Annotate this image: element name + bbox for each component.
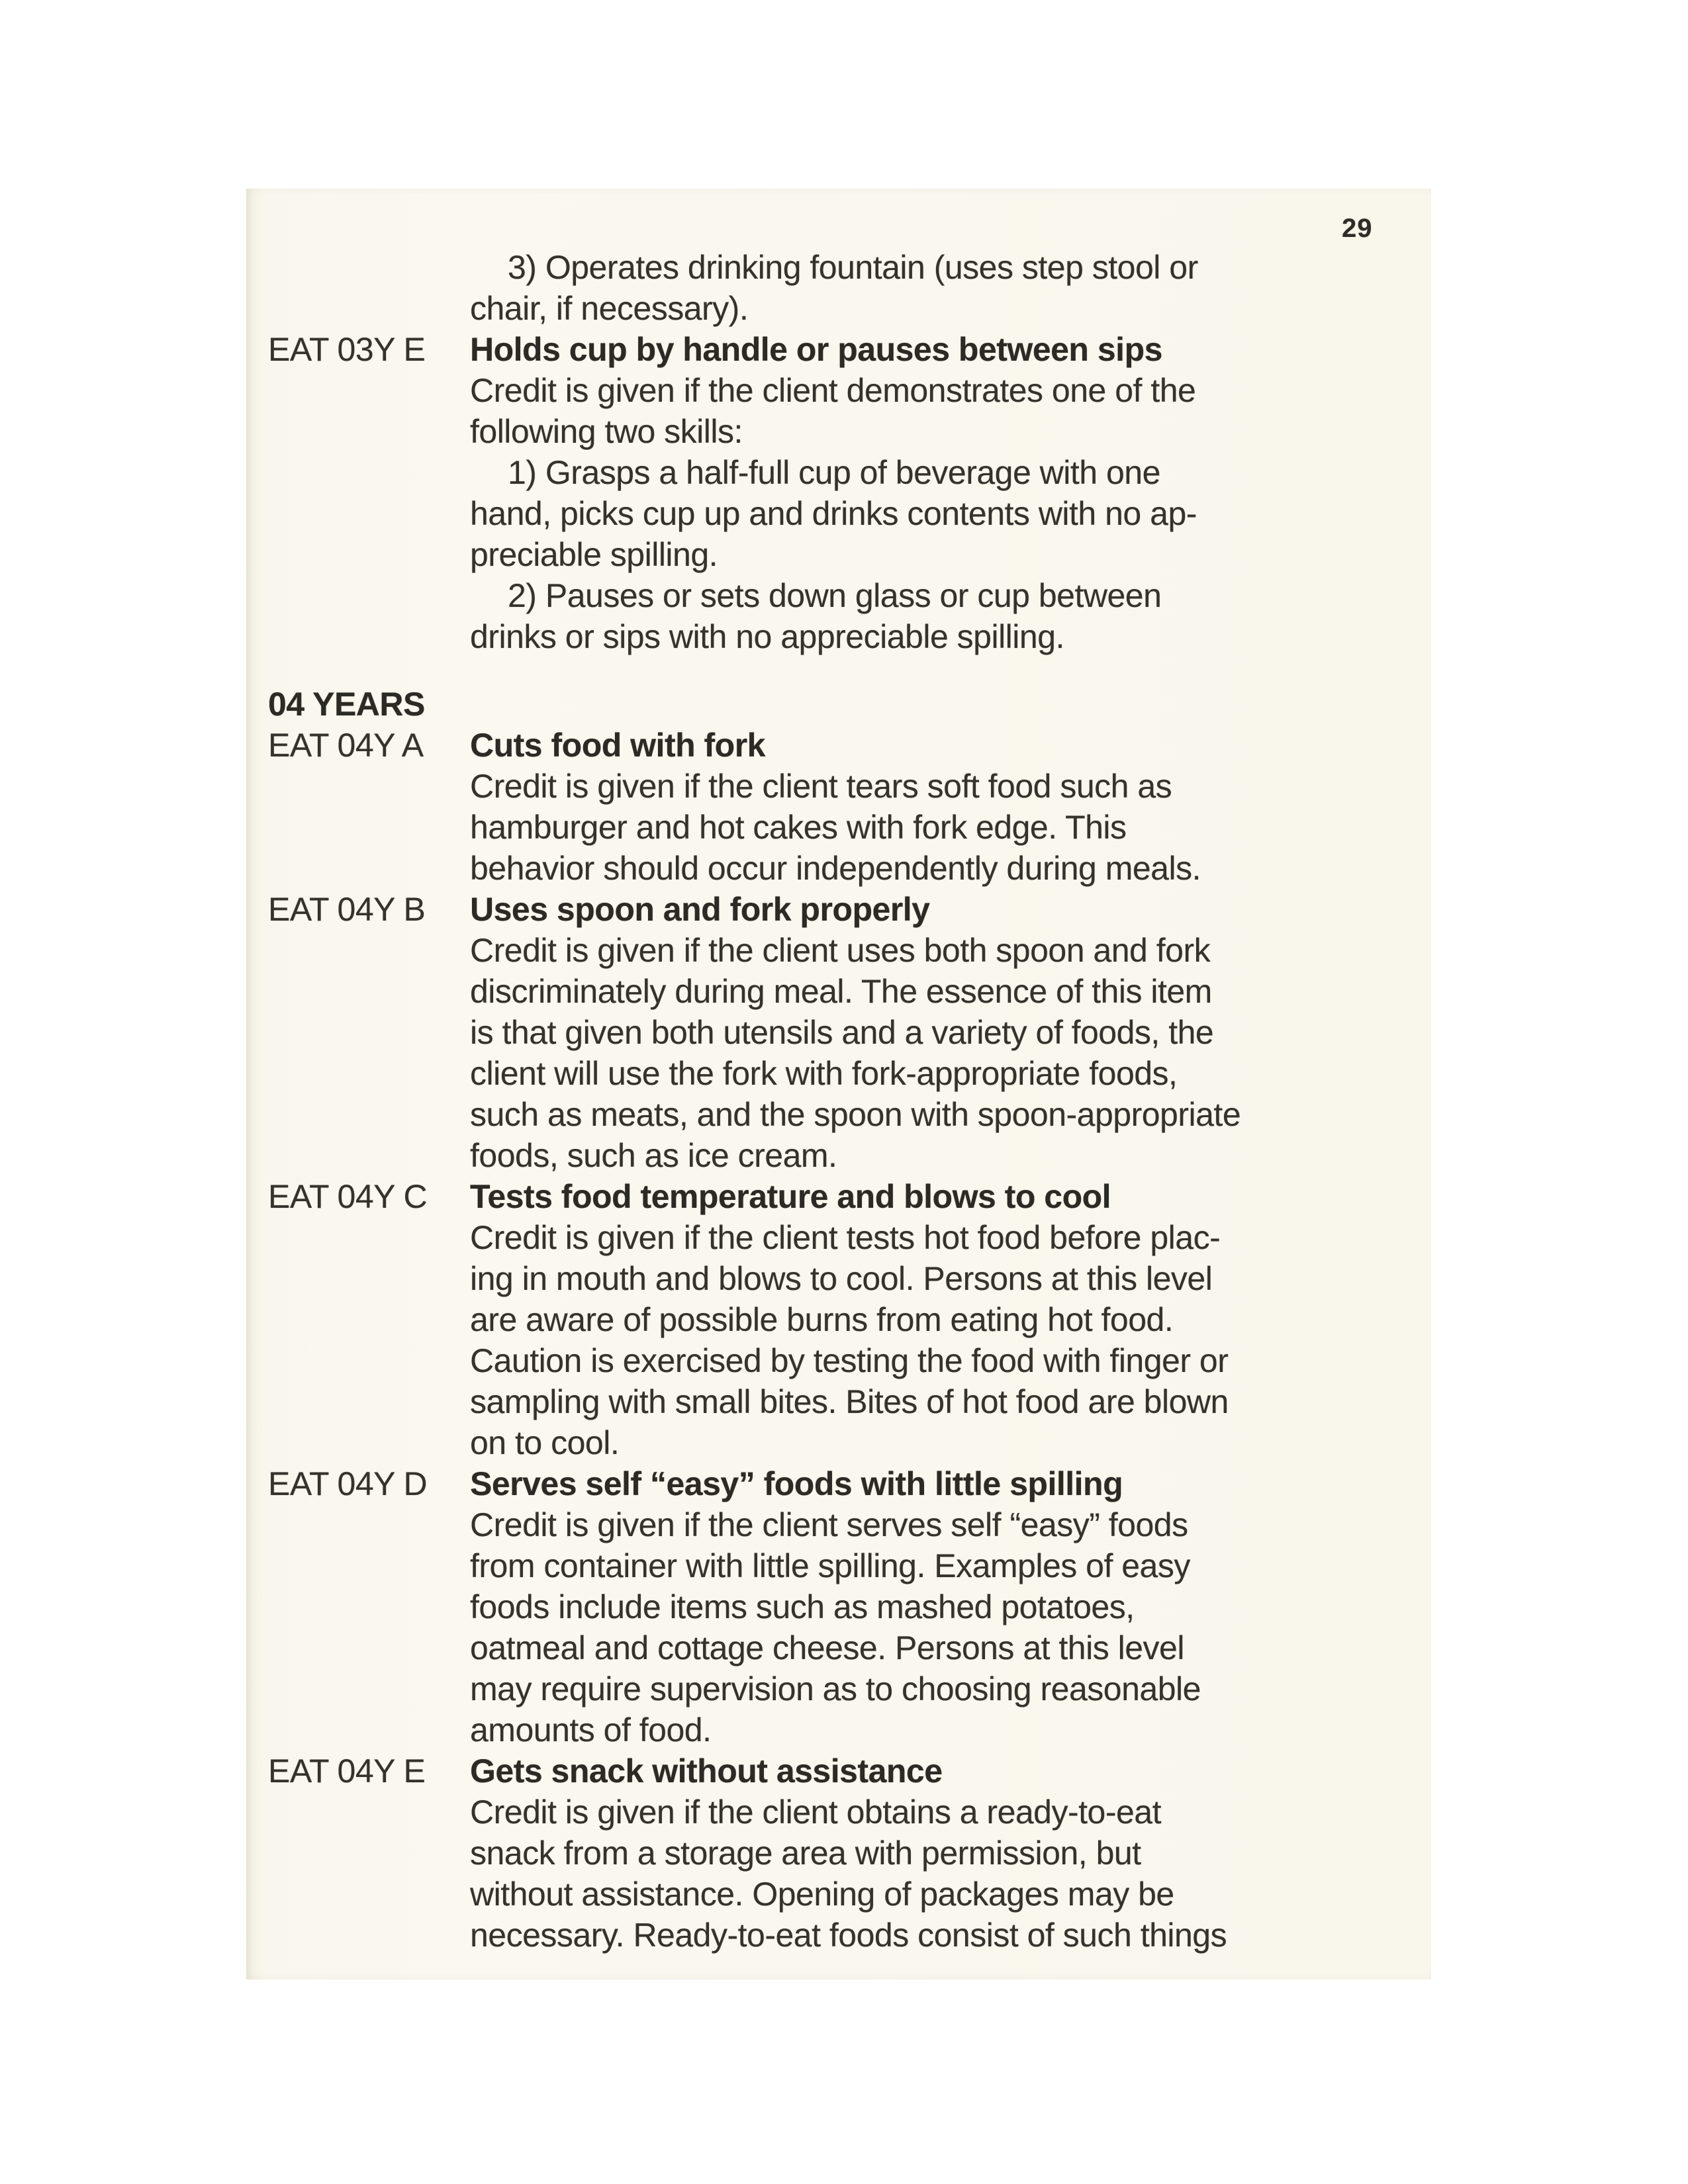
line-text: 2) Pauses or sets down glass or cup between	[508, 577, 1162, 614]
line-text: Credit is given if the client tests hot food before plac-	[470, 1219, 1221, 1256]
text-line	[246, 1422, 1431, 1463]
text-line	[246, 1586, 1431, 1627]
text-line	[246, 1299, 1431, 1340]
line-text: such as meats, and the spoon with spoon-appropriate	[470, 1096, 1241, 1133]
line-text: Credit is given if the client obtains a ready-to-eat	[470, 1794, 1161, 1831]
item-row	[246, 1751, 1431, 1792]
line-text: without assistance. Opening of packages may be	[470, 1876, 1174, 1913]
line-text: Credit is given if the client demonstrates one of the	[470, 372, 1196, 409]
text-line	[246, 370, 1431, 411]
text-line	[246, 1504, 1431, 1545]
text-line	[246, 452, 1431, 493]
text-line	[246, 1627, 1431, 1668]
item-code: EAT 04Y D	[268, 1465, 428, 1502]
item-title: Cuts food with fork	[470, 727, 765, 764]
item-title: Uses spoon and fork properly	[470, 891, 930, 928]
line-text: client will use the fork with fork-appropriate foods,	[470, 1055, 1178, 1092]
line-text: hand, picks cup up and drinks contents with no ap-	[470, 495, 1197, 532]
text-line	[246, 493, 1431, 534]
item-code: EAT 04Y C	[268, 1178, 428, 1215]
text-line	[246, 411, 1431, 452]
text-line	[246, 1874, 1431, 1915]
line-text: preciable spilling.	[470, 536, 718, 573]
text-line	[246, 1792, 1431, 1833]
text-line	[246, 1053, 1431, 1094]
item-title: Gets snack without assistance	[470, 1752, 943, 1790]
line-text: Caution is exercised by testing the food with finger or	[470, 1342, 1229, 1379]
line-text: 3) Operates drinking fountain (uses step stool or	[508, 249, 1198, 286]
text-line	[246, 1545, 1431, 1586]
text-line	[246, 848, 1431, 889]
line-text: necessary. Ready-to-eat foods consist of such things	[470, 1917, 1227, 1954]
line-text: is that given both utensils and a variety of foods, the	[470, 1014, 1214, 1051]
item-code: EAT 04Y E	[268, 1752, 426, 1790]
item-title: Tests food temperature and blows to cool	[470, 1178, 1111, 1215]
document-page	[246, 189, 1431, 1979]
line-text: snack from a storage area with permission, but	[470, 1835, 1141, 1872]
line-text: drinks or sips with no appreciable spilling.	[470, 618, 1064, 655]
text-line	[246, 1340, 1431, 1381]
line-text: Credit is given if the client serves self “easy” foods	[470, 1506, 1188, 1543]
text-line	[246, 1381, 1431, 1422]
text-line	[246, 766, 1431, 807]
text-line	[246, 1709, 1431, 1751]
text-line	[246, 1668, 1431, 1709]
text-line	[246, 1915, 1431, 1956]
line-text: from container with little spilling. Examples of easy	[470, 1547, 1190, 1584]
line-text: behavior should occur independently during meals.	[470, 850, 1201, 887]
text-line	[246, 1135, 1431, 1176]
text-line	[246, 971, 1431, 1012]
text-line	[246, 1012, 1431, 1053]
item-title: Holds cup by handle or pauses between sips	[470, 331, 1162, 368]
item-row	[246, 725, 1431, 766]
text-line	[246, 247, 1431, 288]
line-text: foods, such as ice cream.	[470, 1137, 837, 1174]
text-line	[246, 1217, 1431, 1258]
section-header	[246, 684, 1431, 725]
text-line	[246, 1833, 1431, 1874]
page-number: 29	[1342, 214, 1373, 243]
text-line	[246, 807, 1431, 848]
line-text: Credit is given if the client tears soft food such as	[470, 768, 1172, 805]
item-code: EAT 03Y E	[268, 331, 426, 368]
line-text: hamburger and hot cakes with fork edge. This	[470, 809, 1127, 846]
line-text: following two skills:	[470, 413, 743, 450]
text-line	[246, 1094, 1431, 1135]
line-text: on to cool.	[470, 1424, 620, 1461]
item-row	[246, 1463, 1431, 1504]
text-line	[246, 616, 1431, 657]
line-text: may require supervision as to choosing reasonable	[470, 1670, 1201, 1707]
line-text: chair, if necessary).	[470, 290, 749, 327]
text-line	[246, 930, 1431, 971]
item-code: EAT 04Y B	[268, 891, 426, 928]
line-text: ing in mouth and blows to cool. Persons at this level	[470, 1260, 1213, 1297]
text-block	[246, 247, 1431, 1956]
line-text: 04 YEARS	[268, 686, 425, 723]
text-line	[246, 1258, 1431, 1299]
item-row	[246, 889, 1431, 930]
item-row	[246, 329, 1431, 370]
line-text: are aware of possible burns from eating hot food.	[470, 1301, 1174, 1338]
line-text: Credit is given if the client uses both spoon and fork	[470, 932, 1211, 969]
text-line	[246, 534, 1431, 575]
line-text: 1) Grasps a half-full cup of beverage with one	[508, 454, 1160, 491]
line-text: oatmeal and cottage cheese. Persons at this level	[470, 1629, 1184, 1666]
text-line	[246, 288, 1431, 329]
line-text: sampling with small bites. Bites of hot food are blown	[470, 1383, 1229, 1420]
line-text: discriminately during meal. The essence of this item	[470, 973, 1212, 1010]
text-line	[246, 575, 1431, 616]
item-row	[246, 1176, 1431, 1217]
item-title: Serves self “easy” foods with little spilling	[470, 1465, 1123, 1502]
line-text: foods include items such as mashed potatoes,	[470, 1588, 1135, 1625]
line-text: amounts of food.	[470, 1711, 712, 1749]
item-code: EAT 04Y A	[268, 727, 424, 764]
